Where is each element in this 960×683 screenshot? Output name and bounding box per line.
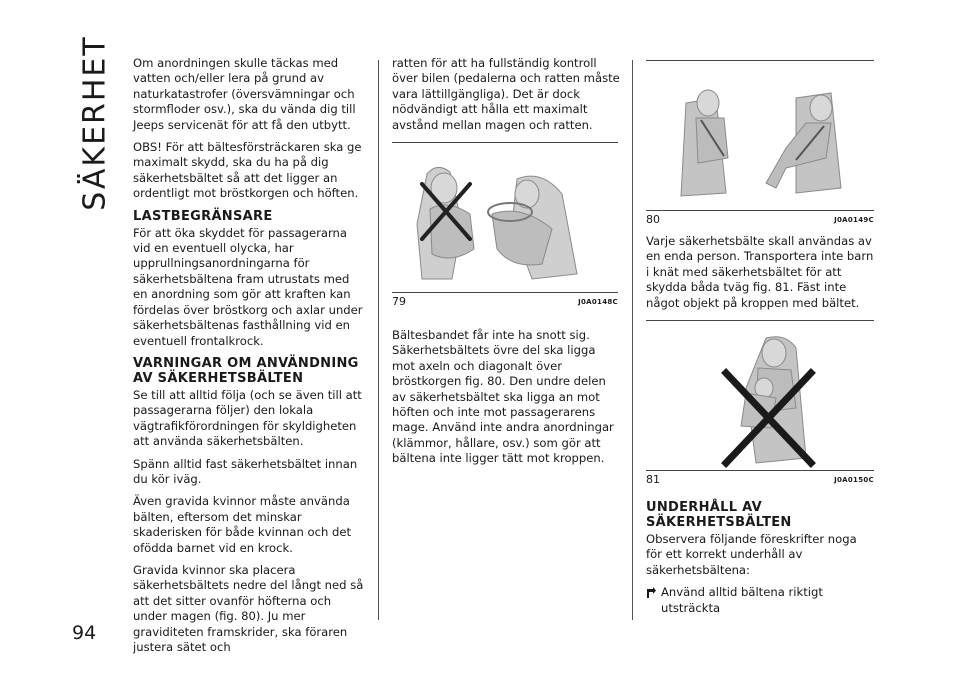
figure-80 bbox=[646, 60, 874, 230]
figure-81 bbox=[646, 320, 874, 490]
text-column-3-lower bbox=[646, 494, 876, 616]
text-column-3 bbox=[646, 234, 874, 318]
child-on-lap-misuse-illustration bbox=[646, 328, 874, 470]
section-title: SÄKERHET bbox=[77, 34, 113, 211]
figure-number: 79 bbox=[392, 295, 406, 308]
paragraph: Om anordningen skulle täckas med vatten och/eller lera på grund av naturkatastrofer (översvämningar och stormfloder osv.), ska du vända dig till Jeeps servicenät för att få den utbytt. bbox=[133, 56, 356, 132]
text-column-2 bbox=[392, 56, 622, 140]
paragraph: ratten för att ha fullständig kontroll över bilen (pedalerna och ratten måste vara lättillgängliga). Det är dock nödvändigt att hålla ett maximalt avstånd mellan magen och ratten. bbox=[392, 56, 620, 132]
paragraph: Spänn alltid fast säkerhetsbältet innan du kör iväg. bbox=[133, 456, 358, 486]
figure-number: 81 bbox=[646, 473, 660, 486]
pregnant-passenger-seatbelt-illustration bbox=[646, 78, 874, 206]
figure-code: J0A0149C bbox=[834, 216, 874, 224]
paragraph: Gravida kvinnor ska placera säkerhetsbältets nedre del långt ned så att det sitter ovanför höfterna och under magen (fig. 80). Ju mer graviditeten framskrider, ska föraren justera sätet och bbox=[133, 562, 364, 654]
paragraph: Observera följande föreskrifter noga för ett korrekt underhåll av säkerhetsbältena: bbox=[646, 532, 857, 577]
paragraph: För att öka skyddet för passagerarna vid en eventuell olycka, har upprullningsanordningarna för säkerhetsbältena fram utrustats med en anordning som gör att kraften kan fördelas över bröstkorg och axlar under säkerhetsbältenas fasthållning vid en eventuell frontalkrock. bbox=[133, 225, 363, 348]
text-column-2-lower bbox=[392, 328, 622, 474]
section-heading: VARNINGAR OM ANVÄNDNING AV SÄKERHETSBÄLTEN bbox=[133, 355, 359, 386]
column-divider bbox=[378, 60, 379, 620]
page-number: 94 bbox=[72, 622, 97, 644]
figure-number: 80 bbox=[646, 213, 660, 226]
figure-code: J0A0150C bbox=[834, 476, 874, 484]
section-heading: UNDERHÅLL AV SÄKERHETSBÄLTEN bbox=[646, 500, 792, 530]
seatbelt-misuse-illustration bbox=[392, 154, 618, 292]
paragraph: Se till att alltid följa (och se även till att passagerarna följer) den lokala vägtrafikförordningen för skyldigheten att använda säkerhetsbälten. bbox=[133, 387, 362, 449]
bullet-arrow-icon bbox=[646, 587, 656, 598]
list-item bbox=[646, 585, 876, 616]
list-item-text: Använd alltid bältena riktigt utsträckta bbox=[661, 585, 823, 615]
figure-79 bbox=[392, 142, 618, 312]
text-column-1 bbox=[133, 56, 365, 662]
paragraph: Varje säkerhetsbälte skall användas av en enda person. Transportera inte barn i knät med säkerhetsbältet för att skydda båda tväg fig. 81. Fäst inte något objekt på kroppen med bältet. bbox=[646, 234, 874, 310]
column-divider bbox=[632, 60, 633, 620]
paragraph: Bältesbandet får inte ha snott sig. Säkerhetsbältets övre del ska ligga mot axeln och diagonalt över bröstkorgen fig. 80. Den undre delen av säkerhetsbältet ska ligga an mot höften och inte mot passagerarens mage. Använd inte andra anordningar (klämmor, hållare, osv.) som gör att bältena inte ligger tätt mot kroppen. bbox=[392, 328, 614, 466]
paragraph: Även gravida kvinnor måste använda bälten, eftersom det minskar skaderisken för både kvinnan och det ofödda barnet vid en krock. bbox=[133, 494, 352, 555]
section-heading: LASTBEGRÄNSARE bbox=[133, 208, 273, 224]
paragraph: OBS! För att bältesförsträckaren ska ge maximalt skydd, ska du ha på dig säkerhetsbältet så att det ligger an ordentligt mot bröstkorgen och höften. bbox=[133, 140, 362, 201]
figure-code: J0A0148C bbox=[578, 298, 618, 306]
